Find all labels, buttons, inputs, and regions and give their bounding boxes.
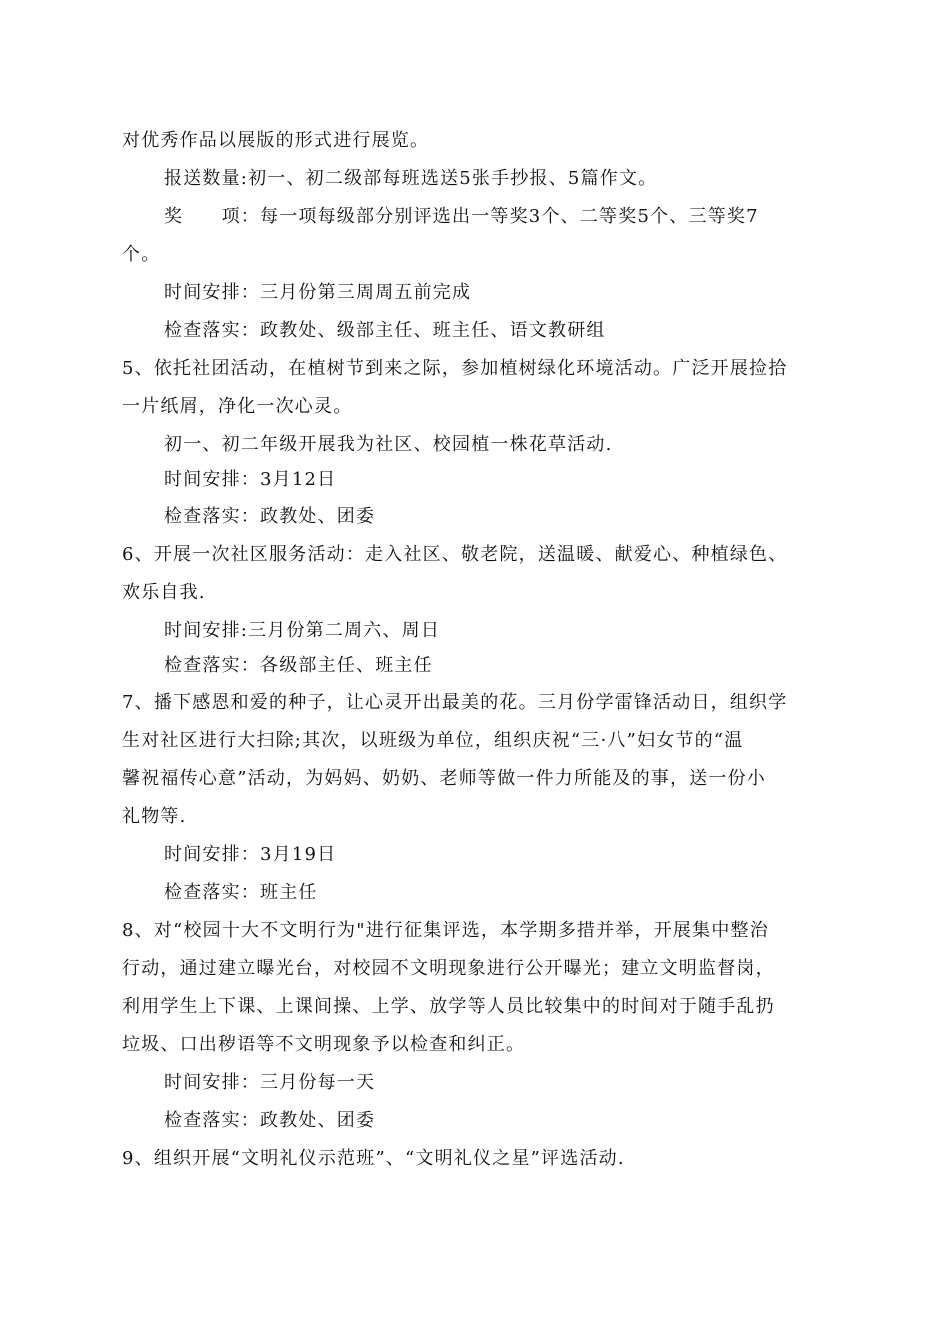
paragraph-line: 时间安排：三月份第三周周五前完成 <box>164 282 472 303</box>
paragraph-line: 初一、初二年级开展我为社区、校园植一株花草活动. <box>164 434 613 455</box>
paragraph-line: 利用学生上下课、上课间操、上学、放学等人员比较集中的时间对于随手乱扔 <box>122 996 775 1017</box>
paragraph-line: 生对社区进行大扫除;其次，以班级为单位，组织庆祝“三·八”妇女节的“温 <box>122 730 744 751</box>
paragraph-line: 7、播下感恩和爱的种子，让心灵开出最美的花。三月份学雷锋活动日，组织学 <box>122 692 788 713</box>
paragraph-line: 5、依托社团活动，在植树节到来之际，参加植树绿化环境活动。广泛开展捡拾 <box>122 358 788 379</box>
paragraph-line: 6、开展一次社区服务活动：走入社区、敬老院，送温暖、献爱心、种植绿色、 <box>122 544 788 565</box>
paragraph-line: 时间安排：三月份每一天 <box>164 1072 376 1093</box>
paragraph-line: 奖 项：每一项每级部分别评选出一等奖3个、二等奖5个、三等奖7 <box>164 206 759 227</box>
paragraph-line: 对优秀作品以展版的形式进行展览。 <box>122 130 430 151</box>
paragraph-line: 检查落实：政教处、级部主任、班主任、语文教研组 <box>164 320 606 341</box>
paragraph-line: 时间安排：3月12日 <box>164 469 337 490</box>
paragraph-line: 一片纸屑，净化一次心灵。 <box>122 396 353 417</box>
paragraph-line: 报送数量:初一、初二级部每班选送5张手抄报、5篇作文。 <box>164 168 658 189</box>
paragraph-line: 检查落实：班主任 <box>164 882 318 903</box>
paragraph-line: 个。 <box>122 244 161 265</box>
paragraph-line: 9、组织开展“文明礼仪示范班”、“文明礼仪之星”评选活动. <box>122 1148 625 1169</box>
paragraph-line: 时间安排:三月份第二周六、周日 <box>164 620 441 641</box>
paragraph-line: 行动，通过建立曝光台，对校园不文明现象进行公开曝光；建立文明监督岗， <box>122 958 775 979</box>
paragraph-line: 检查落实：各级部主任、班主任 <box>164 655 433 676</box>
paragraph-line: 检查落实：政教处、团委 <box>164 1110 376 1131</box>
paragraph-line: 礼物等. <box>122 806 187 827</box>
paragraph-line: 馨祝福传心意”活动，为妈妈、奶奶、老师等做一件力所能及的事，送一份小 <box>122 768 766 789</box>
paragraph-line: 欢乐自我. <box>122 582 206 603</box>
paragraph-line: 垃圾、口出秽语等不文明现象予以检查和纠正。 <box>122 1034 526 1055</box>
paragraph-line: 8、对“校园十大不文明行为"进行征集评选，本学期多措并举，开展集中整治 <box>122 920 769 941</box>
paragraph-line: 时间安排：3月19日 <box>164 844 337 865</box>
paragraph-line: 检查落实：政教处、团委 <box>164 506 376 527</box>
